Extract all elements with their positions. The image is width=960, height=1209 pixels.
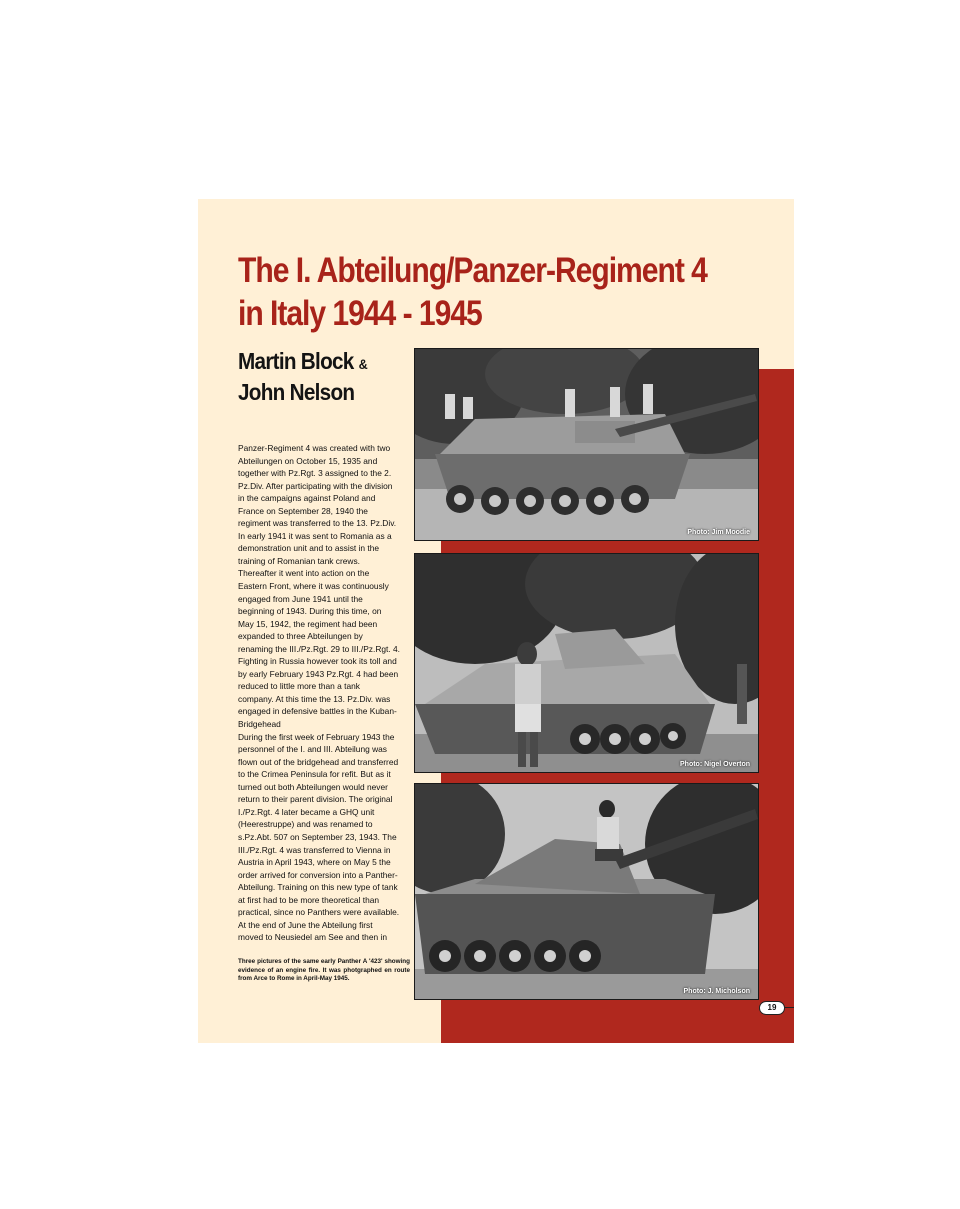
photo-caption: Three pictures of the same early Panther A '423' showing evidence of an engine fire. It was photgraphed en route from Arce to Rome in April-May 1945. bbox=[238, 958, 410, 983]
photo-credit-2: Photo: Nigel Overton bbox=[680, 761, 750, 768]
title-line-1: The I. Abteilung/Panzer-Regiment 4 bbox=[238, 251, 707, 290]
photo-panther-tank-3 bbox=[414, 783, 759, 1000]
photo-credit-3: Photo: J. Micholson bbox=[683, 988, 750, 995]
page-number-rule bbox=[784, 1007, 794, 1008]
page-number-badge: 19 bbox=[759, 1001, 785, 1015]
article-body-text: Panzer-Regiment 4 was created with two Abteilungen on October 15, 1935 and together with Pz.Rgt. 3 assigned to the 2. Pz.Div. After participating with the division in the campaigns against Poland and France on September 28, 1940 the regiment was transferred to the 13. Pz.Div. In early 1941 it was sent to Romania as a demonstration unit and to assist in the training of Romanian tank crews. Thereafter it went into action on the Eastern Front, where it was continuously engaged from June 1941 until the beginning of 1943. During this time, on May 15, 1942, the regiment had been expanded to three Abteilungen by renaming the III./Pz.Rgt. 29 to III./Pz.Rgt. 4. Fighting in Russia however took its toll and by early February 1943 Pz.Rgt. 4 had been reduced to little more than a tank company. At this time the 13. Pz.Div. was engaged in defensive battles in the Kuban- Bridgehead During the first week of February 1943 the personnel of the I. and III. Abteilung was flown out of the bridgehead and transferred to the Crimea Peninsula for refit. But as it turned out both Abteilungen would never return to their parent division. The original I./Pz.Rgt. 4 later became a GHQ unit (Heerestruppe) and was renamed to s.Pz.Abt. 507 on September 23, 1943. The III./Pz.Rgt. 4 was transferred to Vienna in Austria in April 1943, where on May 5 the order arrived for conversion into a Panther- Abteilung. Training on this new type of tank at first had to be more theoretical than practical, since no Panthers were available. At the end of June the Abteilung first moved to Neusiedel am See and then in bbox=[238, 443, 400, 943]
author-name-1: Martin Block bbox=[238, 348, 354, 374]
author-ampersand: & bbox=[358, 356, 368, 372]
photo-panther-tank-2 bbox=[414, 553, 759, 773]
article-title bbox=[238, 249, 707, 335]
title-line-2: in Italy 1944 - 1945 bbox=[238, 294, 482, 333]
magazine-page bbox=[198, 199, 794, 1043]
author-name-2: John Nelson bbox=[238, 379, 355, 405]
tank-photo-3-image bbox=[415, 784, 758, 999]
tank-photo-1-image bbox=[415, 349, 758, 540]
tank-photo-2-image bbox=[415, 554, 758, 772]
photo-panther-tank-1 bbox=[414, 348, 759, 541]
photo-credit-1: Photo: Jim Moodie bbox=[687, 529, 750, 536]
article-authors bbox=[238, 347, 368, 406]
